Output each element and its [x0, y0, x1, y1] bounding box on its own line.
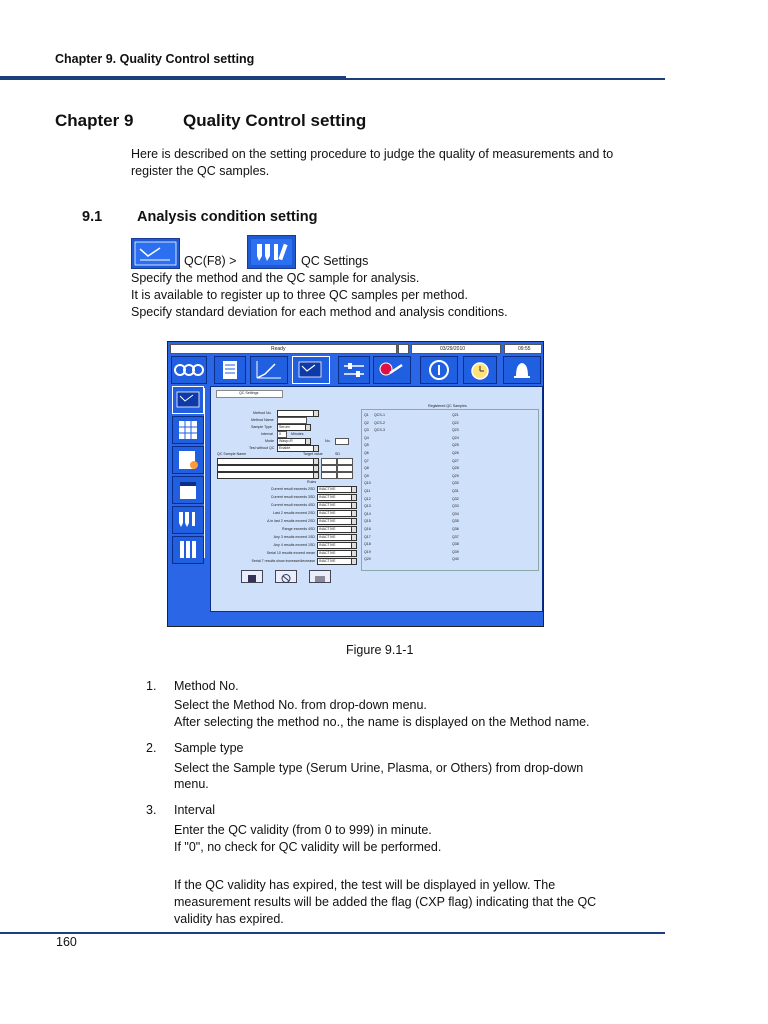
cancel-icon [275, 570, 297, 583]
print-icon [309, 570, 331, 583]
mode-dropdown: Wasp=R [277, 438, 311, 445]
note-line-2: measurement results will be added the flag (CXP flag) indicating that the QC [174, 895, 597, 909]
registered-cell: Q33 [452, 504, 459, 509]
qc-sample-1-sd [337, 458, 353, 465]
interval-field: 0 [277, 431, 287, 438]
rule-value: INACTIVE [319, 559, 336, 563]
method-name-field [277, 417, 307, 424]
qc-icon [131, 238, 180, 269]
qc-nav-label: QC(F8) > [184, 254, 237, 268]
label-no: No. [325, 439, 331, 443]
chapter-title: Quality Control setting [183, 111, 367, 130]
registered-cell: Q30 [452, 481, 459, 486]
toolbar-alarm-clock-icon [463, 356, 497, 384]
rule-dropdown [317, 502, 357, 509]
toolbar-list-icon [214, 356, 246, 384]
date-field: 03/29/2010 [411, 344, 501, 354]
side-report-icon [172, 446, 204, 474]
rule-label: Current result exceeds 2SD [270, 487, 315, 491]
registered-cell: Q17 [364, 534, 371, 539]
registered-cell: QCS-1 [374, 413, 385, 417]
item-3-line-1: Enter the QC validity (from 0 to 999) in minute. [174, 823, 432, 837]
label-sample-type: Sample Type [251, 425, 272, 429]
registered-cell: Q15 [364, 519, 371, 524]
rule-label: ∆ in last 2 results exceed 2SD [267, 519, 315, 523]
qc-sample-1-target [321, 458, 337, 465]
toolbar-info-icon [420, 356, 458, 384]
label-test-without-qc: Test without QC [249, 446, 275, 450]
item-3-line-2: If "0", no check for QC validity will be performed. [174, 840, 442, 854]
registered-cell: Q8 [364, 466, 369, 471]
rule-label: Any 4 results exceed 1SD [273, 543, 315, 547]
rule-value: INACTIVE [319, 511, 336, 515]
qc-sample-3-target [321, 472, 337, 479]
rule-value: INACTIVE [319, 551, 336, 555]
qc-sample-2-target [321, 465, 337, 472]
target-header: Target value [303, 452, 323, 456]
rule-label: Serial 7 results show increase/decrease [251, 559, 315, 563]
qc-settings-label: QC Settings [301, 254, 369, 268]
rule-value: INACTIVE [319, 487, 336, 491]
note-line-1: If the QC validity has expired, the test will be displayed in yellow. The [174, 878, 556, 892]
figure-caption: Figure 9.1-1 [346, 643, 414, 657]
registered-cell: QCS-2 [374, 420, 385, 425]
item-1-line-2: After selecting the method no., the name is displayed on the Method name. [174, 715, 590, 729]
rule-dropdown [317, 486, 357, 493]
rule-dropdown [317, 526, 357, 533]
registered-cell: Q2 [364, 420, 369, 425]
registered-cell: Q4 [364, 435, 369, 440]
registered-cell: Q9 [364, 473, 369, 478]
rule-dropdown [317, 510, 357, 517]
registered-cell: Q29 [452, 473, 459, 478]
panel-title-box: QC Settings [216, 390, 283, 398]
intro-line-1: Here is described on the setting procedure to judge the quality of measurements and to [131, 147, 614, 161]
rule-dropdown [317, 518, 357, 525]
item-2-title: Sample type [174, 741, 244, 755]
rule-dropdown [317, 542, 357, 549]
qc-sample-3-sd [337, 472, 353, 479]
rule-value: INACTIVE [319, 543, 336, 547]
registered-cell: Q39 [452, 549, 459, 554]
registered-cell: Q12 [364, 496, 371, 501]
intro-line-2: register the QC samples. [131, 164, 270, 178]
registered-cell: Q22 [452, 420, 459, 425]
label-method-name: Method Name [251, 418, 274, 422]
label-method-no: Method No. [253, 411, 272, 415]
rule-label: Range exceeds 4SD [282, 527, 315, 531]
registered-cell: Q40 [452, 557, 459, 562]
label-interval: Interval [261, 432, 273, 436]
rule-dropdown [317, 534, 357, 541]
registered-cell: Q37 [452, 534, 459, 539]
registered-cell: Q28 [452, 466, 459, 471]
section-number: 9.1 [82, 209, 103, 225]
rule-value: INACTIVE [319, 503, 336, 507]
qc-sample-3-dropdown [217, 472, 319, 479]
qc-sample-header: QC Sample Name [217, 452, 247, 456]
qc-sample-2-sd [337, 465, 353, 472]
time-field: 09:55 [504, 344, 542, 354]
section-title: Analysis condition setting [137, 209, 318, 225]
sample-type-dropdown: Serum [277, 424, 311, 431]
registered-cell: Q18 [364, 542, 371, 547]
status-bar: Ready [170, 344, 397, 354]
method-no-dropdown [277, 410, 319, 417]
registered-cell: Q34 [452, 511, 459, 516]
test-without-qc-dropdown: Enable [277, 445, 319, 452]
note-line-3: validity has expired. [174, 912, 284, 926]
registered-cell: Q25 [452, 443, 459, 448]
registered-cell: Q19 [364, 549, 371, 554]
item-3-title: Interval [174, 803, 215, 817]
rule-value: INACTIVE [319, 495, 336, 499]
side-divider [204, 388, 208, 558]
rule-label: Current result exceeds 4SD [270, 503, 315, 507]
registered-cell: Q24 [452, 435, 459, 440]
item-1-title: Method No. [174, 679, 239, 693]
registered-cell: Q5 [364, 443, 369, 448]
no-field [335, 438, 349, 445]
label-mode: Mode [265, 439, 274, 443]
rule-value: INACTIVE [319, 527, 336, 531]
side-tubes-icon [172, 536, 204, 564]
rule-dropdown [317, 550, 357, 557]
toolbar-qc-icon [292, 356, 330, 384]
registered-header: Registered QC Samples [428, 404, 467, 408]
settings-panel [210, 386, 543, 612]
qc-settings-screenshot [167, 341, 544, 627]
rules-header: Rules [307, 480, 317, 484]
registered-qc-box [361, 404, 539, 571]
registered-cell: Q10 [364, 481, 371, 486]
registered-cell: Q27 [452, 458, 459, 463]
registered-cell: Q14 [364, 511, 371, 516]
registered-cell: Q1 [364, 413, 369, 417]
side-grid-icon [172, 416, 204, 444]
running-header: Chapter 9. Quality Control setting [55, 52, 255, 66]
qc-sample-2-dropdown [217, 465, 319, 472]
rule-label: Any 3 results exceed 1SD [273, 535, 315, 539]
rule-value: INACTIVE [319, 535, 336, 539]
registered-cell: Q16 [364, 527, 371, 531]
item-2-line-2: menu. [174, 777, 209, 791]
side-calendar-icon [172, 476, 204, 504]
registered-cell: QCS-3 [374, 428, 385, 433]
toolbar-sliders-icon [338, 356, 370, 384]
registered-cell: Q32 [452, 496, 459, 501]
registered-cell: Q26 [452, 451, 459, 455]
rule-dropdown [317, 558, 357, 565]
rule-label: Last 2 results exceed 2SD [273, 511, 315, 515]
registered-cell: Q36 [452, 527, 459, 531]
registered-cell: Q38 [452, 542, 459, 547]
page-number: 160 [56, 935, 77, 949]
registered-cell: Q21 [452, 413, 459, 417]
body-line-2: It is available to register up to three QC samples per method. [131, 288, 468, 302]
toolbar-maintenance-icon [373, 356, 411, 384]
rule-label: Current result exceeds 3SD [270, 495, 315, 499]
registered-cell: Q20 [364, 557, 371, 562]
item-1-number: 1. [146, 679, 157, 693]
footer-rule [0, 932, 665, 934]
body-line-3: Specify standard deviation for each method and analysis conditions. [131, 305, 508, 319]
registered-cell: Q7 [364, 458, 369, 463]
registered-cell: Q6 [364, 451, 369, 455]
registered-cell: Q13 [364, 504, 371, 509]
registered-cell: Q3 [364, 428, 369, 433]
printer-icon [398, 344, 409, 354]
item-1-line-1: Select the Method No. from drop-down menu. [174, 698, 427, 712]
side-qc-settings-icon [172, 506, 204, 534]
interval-unit: Minutes [291, 432, 304, 436]
registered-cell: Q31 [452, 489, 459, 493]
item-3-number: 3. [146, 803, 157, 817]
item-2-number: 2. [146, 741, 157, 755]
sd-header: SD [335, 452, 340, 456]
rule-value: INACTIVE [319, 519, 336, 523]
body-line-1: Specify the method and the QC sample for analysis. [131, 271, 420, 285]
header-rule-accent [0, 76, 346, 80]
toolbar-calibration-icon [250, 356, 288, 384]
registered-cell: Q11 [364, 489, 371, 493]
save-icon [241, 570, 263, 583]
rule-label: Serial 10 results exceed mean [266, 551, 315, 555]
side-qc-chart-icon [172, 386, 204, 414]
qc-sample-1-dropdown [217, 458, 319, 465]
registered-cell: Q23 [452, 428, 459, 433]
qc-settings-icon [247, 235, 296, 269]
item-2-line-1: Select the Sample type (Serum Urine, Plasma, or Others) from drop-down [174, 761, 584, 775]
toolbar-bell-icon [503, 356, 541, 384]
toolbar-gears-icon [171, 356, 207, 384]
rule-dropdown [317, 494, 357, 501]
registered-cell: Q35 [452, 519, 459, 524]
chapter-number: Chapter 9 [55, 111, 134, 130]
